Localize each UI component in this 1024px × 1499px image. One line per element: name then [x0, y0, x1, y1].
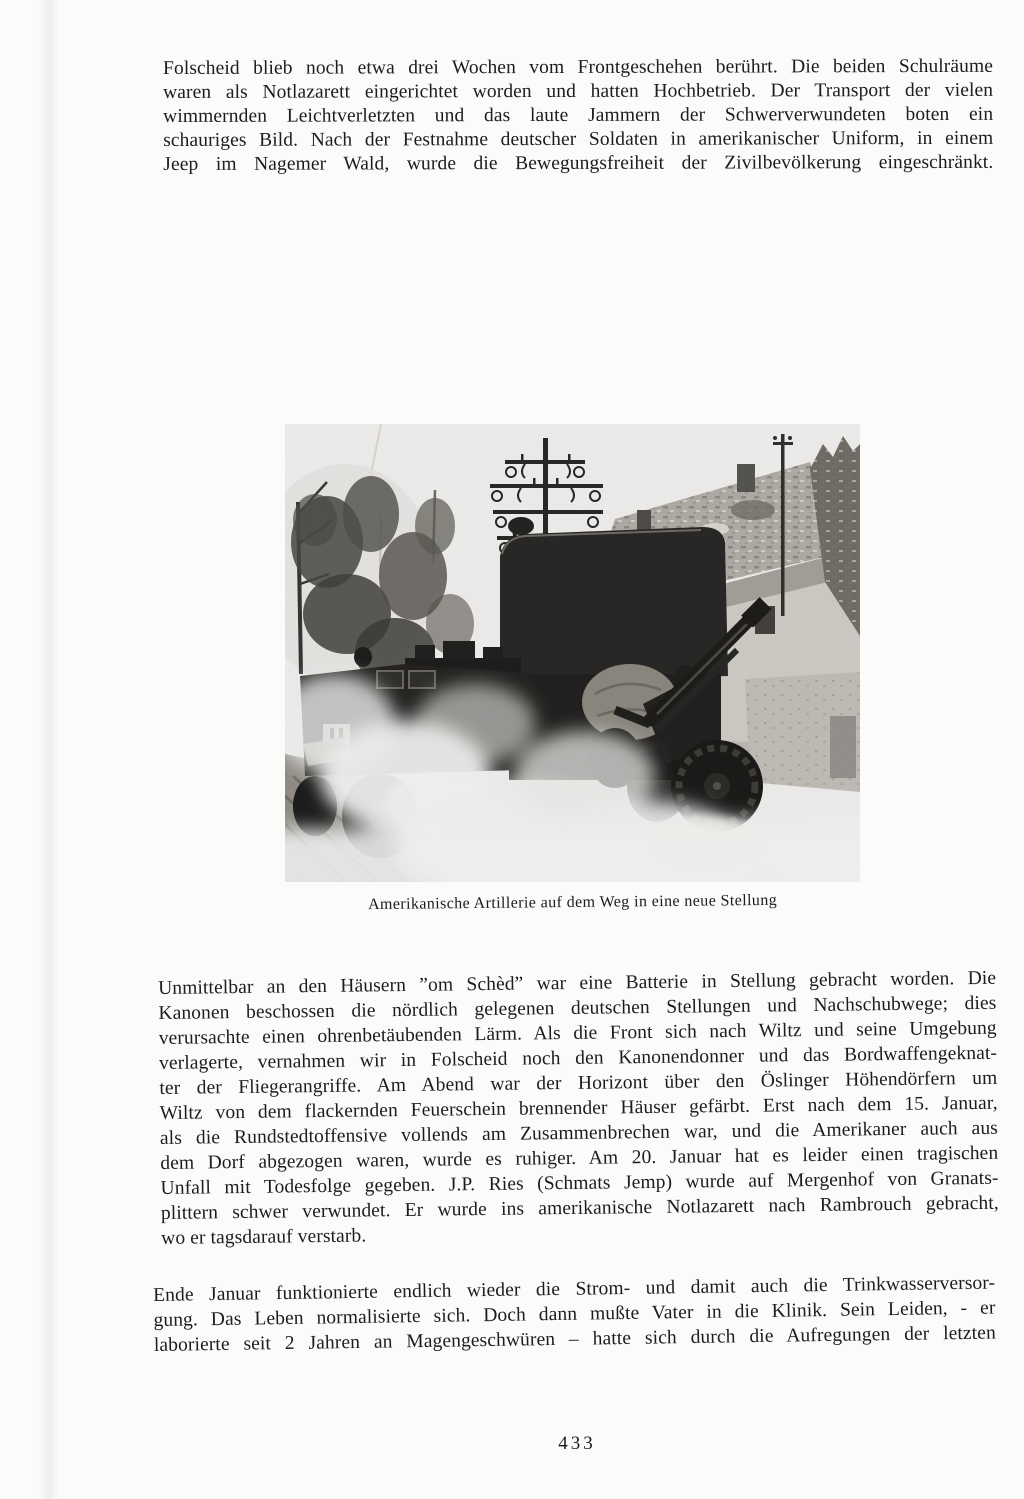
- text-line: Jeep im Nagemer Wald, wurde die Bewegungsfreiheit der Zivilbevölkerung eingeschränkt.: [163, 151, 994, 175]
- text-line: schauriges Bild. Nach der Festnahme deutscher Soldaten in amerikanischer Uniform, in einem: [163, 127, 994, 151]
- text-line: Folscheid blieb noch etwa drei Wochen vom Frontgeschehen berührt. Die beiden Schulräume: [163, 55, 994, 79]
- text-line: Unmittelbar an den Häusern ”om Schèd” war eine Batterie in Stellung gebracht worden. Die: [158, 967, 997, 999]
- text-line: waren als Notlazarett eingerichtet worden und hatten Hochbetrieb. Der Transport der vielen: [163, 79, 994, 103]
- scan-edge-shadow: [38, 0, 60, 1499]
- page-number: 433: [558, 1433, 596, 1454]
- text-line: Ende Januar funktionierte endlich wieder die Strom- und damit auch die Trinkwasserversor-: [153, 1272, 996, 1306]
- text-line: verursachte einen ohrenbetäubenden Lärm. Als die Front sich nach Wiltz und seine Umgebung: [158, 1017, 997, 1049]
- photo-american-artillery: [285, 424, 860, 882]
- paragraph-bottom: [153, 1271, 996, 1358]
- text-line: dem Dorf abgezogen waren, wurde es ruhiger. Am 20. Januar hat es leider einen tragischen: [160, 1142, 999, 1174]
- text-line: wo er tagsdarauf verstarb.: [161, 1225, 367, 1249]
- paragraph-middle: [158, 966, 999, 1251]
- text-line: plittern schwer verwundet. Er wurde ins amerikanische Notlazarett nach Rambrouch gebracht,: [160, 1192, 999, 1224]
- text-line: Unfall mit Todesfolge gegeben. J.P. Ries (Schmats Jemp) wurde auf Mergenhof von Granats-: [160, 1167, 999, 1199]
- text-line: ter der Fliegerangriffe. Am Abend war der Horizont über den Öslinger Höhendörfern um: [159, 1067, 998, 1099]
- text-line: als die Rundstedtoffensive vollends am Zusammenbrechen war, und die Amerikaner auch aus: [159, 1117, 999, 1149]
- text-line: Wiltz von dem flackernden Feuerschein brennender Häuser gefärbt. Erst nach dem 15. Januar,: [159, 1092, 998, 1124]
- photo-caption: Amerikanische Artillerie auf dem Weg in eine neue Stellung: [367, 891, 778, 914]
- text-line: verlagerte, vernahmen wir in Folscheid noch den Kanonendonner und das Bordwaffengeknat-: [158, 1042, 998, 1074]
- paragraph-top: [163, 55, 993, 177]
- text-line: Kanonen beschossen die nördlich gelegenen deutschen Stellungen und Nachschubwege; dies: [158, 992, 997, 1024]
- text-line: gung. Das Leben normalisierte sich. Doch dann mußte Vater in die Klinik. Sein Leiden, - er: [153, 1297, 996, 1331]
- text-line: laborierte seit 2 Jahren an Magengeschwüren – hatte sich durch die Aufregungen der letzten: [153, 1322, 996, 1356]
- text-line: wimmernden Leichtverletzten und das laute Jammern der Schwerverwundeten boten ein: [163, 103, 994, 127]
- artillery-photo-illustration: [285, 424, 860, 882]
